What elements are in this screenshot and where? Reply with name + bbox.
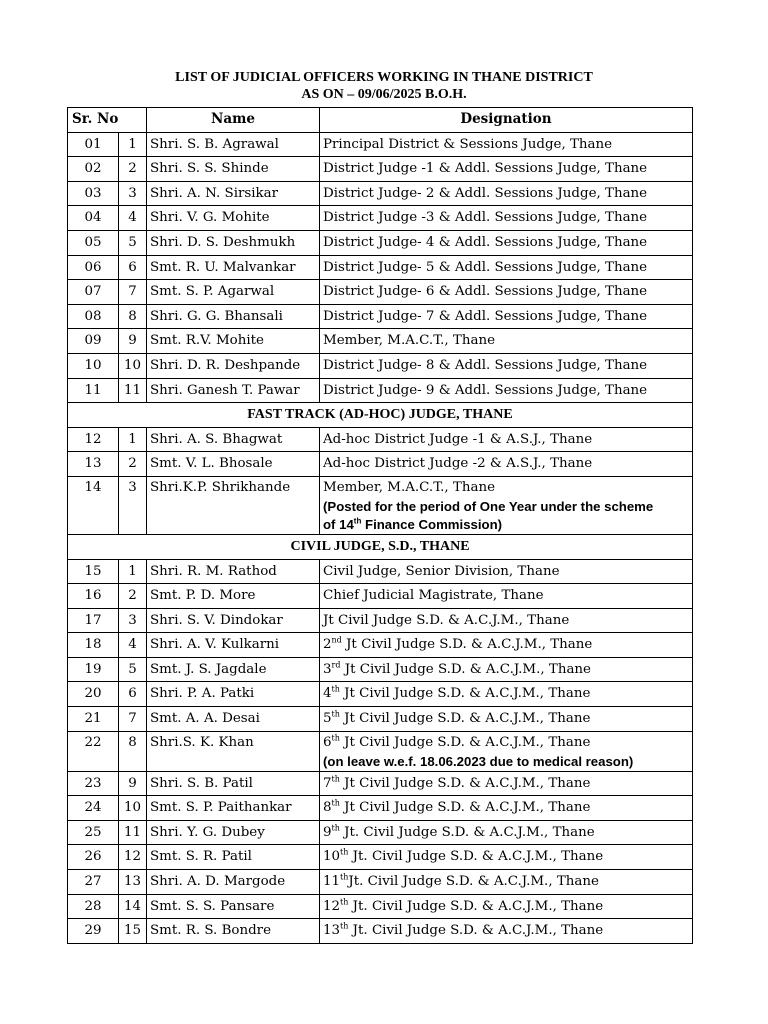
serial-number: 19 xyxy=(68,657,119,682)
serial-number: 13 xyxy=(68,452,119,477)
designation-text: Chief Judicial Magistrate, Thane xyxy=(323,588,544,604)
designation-text: District Judge- 7 & Addl. Sessions Judge, Thane xyxy=(323,308,648,324)
ordinal-number: 9 xyxy=(323,824,332,840)
designation-line xyxy=(323,609,689,633)
note-text: of 14 xyxy=(323,516,354,532)
officer-name: Shri. S. V. Dindokar xyxy=(147,608,320,633)
designation-line xyxy=(323,682,689,706)
designation-line xyxy=(323,560,689,584)
ordinal-suffix: nd xyxy=(331,635,342,645)
officer-name: Shri. Y. G. Dubey xyxy=(147,820,320,845)
table-row xyxy=(68,181,693,206)
officer-designation xyxy=(320,280,693,305)
table-row xyxy=(68,206,693,231)
table-row xyxy=(68,559,693,584)
serial-number: 22 xyxy=(68,731,119,771)
designation-text: District Judge- 2 & Addl. Sessions Judge, Thane xyxy=(323,185,648,201)
section-number: 12 xyxy=(119,845,147,870)
designation-text: Principal District & Sessions Judge, Thane xyxy=(323,136,613,152)
document-title: LIST OF JUDICIAL OFFICERS WORKING IN THANE DISTRICT xyxy=(175,70,593,85)
ordinal-number: 12 xyxy=(323,898,341,914)
officer-name: Smt. P. D. More xyxy=(147,584,320,609)
table-row xyxy=(68,452,693,477)
section-number: 1 xyxy=(119,559,147,584)
officer-name: Shri. A. V. Kulkarni xyxy=(147,633,320,658)
officer-name: Smt. V. L. Bhosale xyxy=(147,452,320,477)
section-number: 3 xyxy=(119,476,147,534)
officer-designation xyxy=(320,329,693,354)
designation-line xyxy=(323,732,689,753)
serial-number: 27 xyxy=(68,870,119,895)
ordinal-suffix: th xyxy=(331,733,340,743)
officer-name: Shri. S. S. Shinde xyxy=(147,157,320,182)
section-number: 1 xyxy=(119,427,147,452)
table-row xyxy=(68,329,693,354)
ordinal-suffix: th xyxy=(331,798,340,808)
officer-designation xyxy=(320,845,693,870)
officer-name: Smt. R. S. Bondre xyxy=(147,919,320,944)
officer-name: Shri. S. B. Patil xyxy=(147,771,320,796)
serial-number: 03 xyxy=(68,181,119,206)
officer-name: Smt. J. S. Jagdale xyxy=(147,657,320,682)
table-row xyxy=(68,731,693,771)
officer-name: Smt. S. R. Patil xyxy=(147,845,320,870)
section-number: 8 xyxy=(119,304,147,329)
officer-name: Smt. S. P. Paithankar xyxy=(147,796,320,821)
officer-designation xyxy=(320,796,693,821)
officer-designation xyxy=(320,559,693,584)
officer-designation xyxy=(320,255,693,280)
section-number: 14 xyxy=(119,894,147,919)
table-row xyxy=(68,280,693,305)
officer-name: Shri.K.P. Shrikhande xyxy=(147,476,320,534)
designation-line xyxy=(323,772,689,796)
officer-name: Smt. S. S. Pansare xyxy=(147,894,320,919)
officer-designation xyxy=(320,870,693,895)
section-number: 9 xyxy=(119,329,147,354)
section-heading-row xyxy=(68,534,693,559)
section-number: 5 xyxy=(119,230,147,255)
designation-line xyxy=(323,280,689,304)
ordinal-suffix: th xyxy=(340,897,349,907)
designation-line xyxy=(323,796,689,820)
designation-line xyxy=(323,845,689,869)
designation-text: Jt Civil Judge S.D. & A.C.J.M., Thane xyxy=(339,711,591,727)
ordinal-number: 6 xyxy=(323,734,332,750)
table-row xyxy=(68,255,693,280)
officer-name: Shri. D. R. Deshpande xyxy=(147,353,320,378)
designation-text: Jt Civil Judge S.D. & A.C.J.M., Thane xyxy=(323,612,570,628)
officer-designation xyxy=(320,353,693,378)
designation-line xyxy=(323,633,689,657)
note-text: Finance Commission) xyxy=(361,516,503,532)
designation-line xyxy=(323,821,689,845)
serial-number: 26 xyxy=(68,845,119,870)
officer-designation xyxy=(320,919,693,944)
officers-table xyxy=(67,107,693,944)
designation-line xyxy=(323,157,689,181)
designation-line xyxy=(323,658,689,682)
serial-number: 04 xyxy=(68,206,119,231)
section-number: 3 xyxy=(119,608,147,633)
ordinal-number: 7 xyxy=(323,775,332,791)
serial-number: 05 xyxy=(68,230,119,255)
section-number: 2 xyxy=(119,584,147,609)
designation-line xyxy=(323,477,689,498)
header-sr-no: Sr. No xyxy=(68,108,147,133)
section-number: 7 xyxy=(119,707,147,732)
serial-number: 07 xyxy=(68,280,119,305)
section-number: 6 xyxy=(119,255,147,280)
table-row xyxy=(68,304,693,329)
ordinal-number: 8 xyxy=(323,800,332,816)
designation-text: Ad-hoc District Judge -1 & A.S.J., Thane xyxy=(323,431,593,447)
serial-number: 12 xyxy=(68,427,119,452)
section-number: 5 xyxy=(119,657,147,682)
officer-designation xyxy=(320,657,693,682)
designation-line xyxy=(323,206,689,230)
ordinal-number: 13 xyxy=(323,923,341,939)
designation-line xyxy=(323,452,689,476)
section-number: 15 xyxy=(119,919,147,944)
officer-designation xyxy=(320,682,693,707)
officer-name: Shri. S. B. Agrawal xyxy=(147,132,320,157)
table-row xyxy=(68,584,693,609)
section-number: 2 xyxy=(119,452,147,477)
table-row xyxy=(68,608,693,633)
officer-designation xyxy=(320,894,693,919)
designation-text: Jt Civil Judge S.D. & A.C.J.M., Thane xyxy=(340,661,591,677)
designation-text: District Judge- 5 & Addl. Sessions Judge, Thane xyxy=(323,259,648,275)
designation-text: Jt Civil Judge S.D. & A.C.J.M., Thane xyxy=(339,800,591,816)
ordinal-suffix: th xyxy=(331,685,340,694)
table-row xyxy=(68,427,693,452)
posting-note: (Posted for the period of One Year under the scheme xyxy=(323,498,654,514)
designation-text: Member, M.A.C.T., Thane xyxy=(323,333,496,349)
officer-name: Shri.S. K. Khan xyxy=(147,731,320,771)
section-number: 1 xyxy=(119,132,147,157)
section-number: 13 xyxy=(119,870,147,895)
designation-text: Jt Civil Judge S.D. & A.C.J.M., Thane xyxy=(341,637,593,653)
serial-number: 21 xyxy=(68,707,119,732)
designation-line xyxy=(323,133,689,157)
table-header-row xyxy=(68,108,693,133)
ordinal-suffix: th xyxy=(331,823,340,833)
serial-number: 25 xyxy=(68,820,119,845)
officer-designation xyxy=(320,731,693,771)
section-heading-fast-track: FAST TRACK (AD-HOC) JUDGE, THANE xyxy=(68,403,693,428)
section-number: 10 xyxy=(119,353,147,378)
section-number: 2 xyxy=(119,157,147,182)
section-heading-row xyxy=(68,403,693,428)
serial-number: 10 xyxy=(68,353,119,378)
serial-number: 16 xyxy=(68,584,119,609)
serial-number: 23 xyxy=(68,771,119,796)
section-number: 9 xyxy=(119,771,147,796)
designation-text: Jt. Civil Judge S.D. & A.C.J.M., Thane xyxy=(339,824,595,840)
ordinal-suffix: th xyxy=(340,847,349,857)
section-number: 11 xyxy=(119,820,147,845)
officer-name: Shri. V. G. Mohite xyxy=(147,206,320,231)
table-row xyxy=(68,132,693,157)
table-row xyxy=(68,796,693,821)
designation-line xyxy=(323,379,689,403)
leave-note: (on leave w.e.f. 18.06.2023 due to medical reason) xyxy=(323,753,634,769)
designation-text: Ad-hoc District Judge -2 & A.S.J., Thane xyxy=(323,456,593,472)
designation-line xyxy=(323,870,689,894)
officer-name: Smt. R.V. Mohite xyxy=(147,329,320,354)
section-number: 4 xyxy=(119,633,147,658)
officer-designation xyxy=(320,608,693,633)
ordinal-suffix: rd xyxy=(331,660,341,670)
officer-designation xyxy=(320,230,693,255)
serial-number: 15 xyxy=(68,559,119,584)
table-row xyxy=(68,771,693,796)
officer-name: Shri. Ganesh T. Pawar xyxy=(147,378,320,403)
serial-number: 14 xyxy=(68,476,119,534)
table-row xyxy=(68,707,693,732)
officer-name: Shri. G. G. Bhansali xyxy=(147,304,320,329)
document-date: AS ON – 09/06/2025 B.O.H. xyxy=(301,87,467,102)
serial-number: 02 xyxy=(68,157,119,182)
designation-text: Civil Judge, Senior Division, Thane xyxy=(323,563,560,579)
serial-number: 06 xyxy=(68,255,119,280)
serial-number: 29 xyxy=(68,919,119,944)
section-number: 11 xyxy=(119,378,147,403)
serial-number: 28 xyxy=(68,894,119,919)
designation-text: Jt Civil Judge S.D. & A.C.J.M., Thane xyxy=(339,775,591,791)
ordinal-suffix: th xyxy=(340,872,349,882)
designation-line xyxy=(323,329,689,353)
designation-text: Jt. Civil Judge S.D. & A.C.J.M., Thane xyxy=(348,898,604,914)
designation-text: Jt Civil Judge S.D. & A.C.J.M., Thane xyxy=(339,734,591,750)
officer-name: Shri. A. D. Margode xyxy=(147,870,320,895)
designation-line xyxy=(323,182,689,206)
table-row xyxy=(68,820,693,845)
officer-designation xyxy=(320,304,693,329)
officer-designation xyxy=(320,584,693,609)
designation-line xyxy=(323,305,689,329)
table-row xyxy=(68,845,693,870)
section-number: 4 xyxy=(119,206,147,231)
table-row xyxy=(68,919,693,944)
officer-designation xyxy=(320,707,693,732)
ordinal-number: 2 xyxy=(323,637,332,653)
section-number: 7 xyxy=(119,280,147,305)
serial-number: 09 xyxy=(68,329,119,354)
table-row xyxy=(68,353,693,378)
designation-line xyxy=(323,428,689,452)
designation-text: Jt Civil Judge S.D. & A.C.J.M., Thane xyxy=(339,686,591,702)
ordinal-number: 5 xyxy=(323,711,332,727)
officer-designation xyxy=(320,132,693,157)
ordinal-suffix: th xyxy=(331,709,340,719)
serial-number: 20 xyxy=(68,682,119,707)
table-row xyxy=(68,894,693,919)
serial-number: 18 xyxy=(68,633,119,658)
note-sup: th xyxy=(353,516,362,526)
officer-name: Smt. R. U. Malvankar xyxy=(147,255,320,280)
designation-line xyxy=(323,354,689,378)
table-row xyxy=(68,870,693,895)
officer-designation xyxy=(320,476,693,534)
section-number: 8 xyxy=(119,731,147,771)
designation-text: Member, M.A.C.T., Thane xyxy=(323,479,496,495)
designation-text: District Judge- 6 & Addl. Sessions Judge, Thane xyxy=(323,284,648,300)
section-heading-civil-judge: CIVIL JUDGE, S.D., THANE xyxy=(68,534,693,559)
section-number: 3 xyxy=(119,181,147,206)
section-number: 6 xyxy=(119,682,147,707)
designation-text: District Judge- 9 & Addl. Sessions Judge, Thane xyxy=(323,382,648,398)
officer-name: Shri. A. S. Bhagwat xyxy=(147,427,320,452)
table-row xyxy=(68,657,693,682)
serial-number: 01 xyxy=(68,132,119,157)
designation-text: Jt. Civil Judge S.D. & A.C.J.M., Thane xyxy=(348,849,604,865)
serial-number: 08 xyxy=(68,304,119,329)
designation-text: Jt. Civil Judge S.D. & A.C.J.M., Thane xyxy=(348,923,604,939)
ordinal-number: 10 xyxy=(323,849,341,865)
serial-number: 24 xyxy=(68,796,119,821)
table-row xyxy=(68,682,693,707)
designation-line xyxy=(323,256,689,280)
ordinal-number: 11 xyxy=(323,874,341,890)
designation-line xyxy=(323,231,689,255)
officer-designation xyxy=(320,427,693,452)
designation-text: Jt. Civil Judge S.D. & A.C.J.M., Thane xyxy=(348,874,599,890)
table-row xyxy=(68,157,693,182)
ordinal-suffix: th xyxy=(331,774,340,784)
designation-line xyxy=(323,895,689,919)
officer-name: Shri. R. M. Rathod xyxy=(147,559,320,584)
posting-note-2 xyxy=(323,516,689,534)
ordinal-number: 4 xyxy=(323,686,332,702)
header-name: Name xyxy=(147,108,320,133)
officer-name: Shri. P. A. Patki xyxy=(147,682,320,707)
officer-name: Shri. D. S. Deshmukh xyxy=(147,230,320,255)
designation-text: District Judge -1 & Addl. Sessions Judge, Thane xyxy=(323,161,648,177)
ordinal-suffix: th xyxy=(340,921,349,931)
designation-text: District Judge- 4 & Addl. Sessions Judge, Thane xyxy=(323,234,648,250)
designation-line xyxy=(323,584,689,608)
officer-designation xyxy=(320,452,693,477)
serial-number: 17 xyxy=(68,608,119,633)
header-designation: Designation xyxy=(320,108,693,133)
table-row xyxy=(68,633,693,658)
officer-designation xyxy=(320,378,693,403)
officer-designation xyxy=(320,820,693,845)
section-number: 10 xyxy=(119,796,147,821)
serial-number: 11 xyxy=(68,378,119,403)
table-row xyxy=(68,230,693,255)
ordinal-number: 3 xyxy=(323,661,332,677)
officer-designation xyxy=(320,771,693,796)
officer-designation xyxy=(320,206,693,231)
designation-line xyxy=(323,707,689,731)
designation-text: District Judge -3 & Addl. Sessions Judge, Thane xyxy=(323,210,648,226)
officer-name: Smt. A. A. Desai xyxy=(147,707,320,732)
designation-text: District Judge- 8 & Addl. Sessions Judge, Thane xyxy=(323,357,648,373)
officer-designation xyxy=(320,633,693,658)
designation-line xyxy=(323,919,689,943)
officer-name: Smt. S. P. Agarwal xyxy=(147,280,320,305)
table-row xyxy=(68,378,693,403)
officer-designation xyxy=(320,181,693,206)
officer-designation xyxy=(320,157,693,182)
table-row xyxy=(68,476,693,534)
officer-name: Shri. A. N. Sirsikar xyxy=(147,181,320,206)
